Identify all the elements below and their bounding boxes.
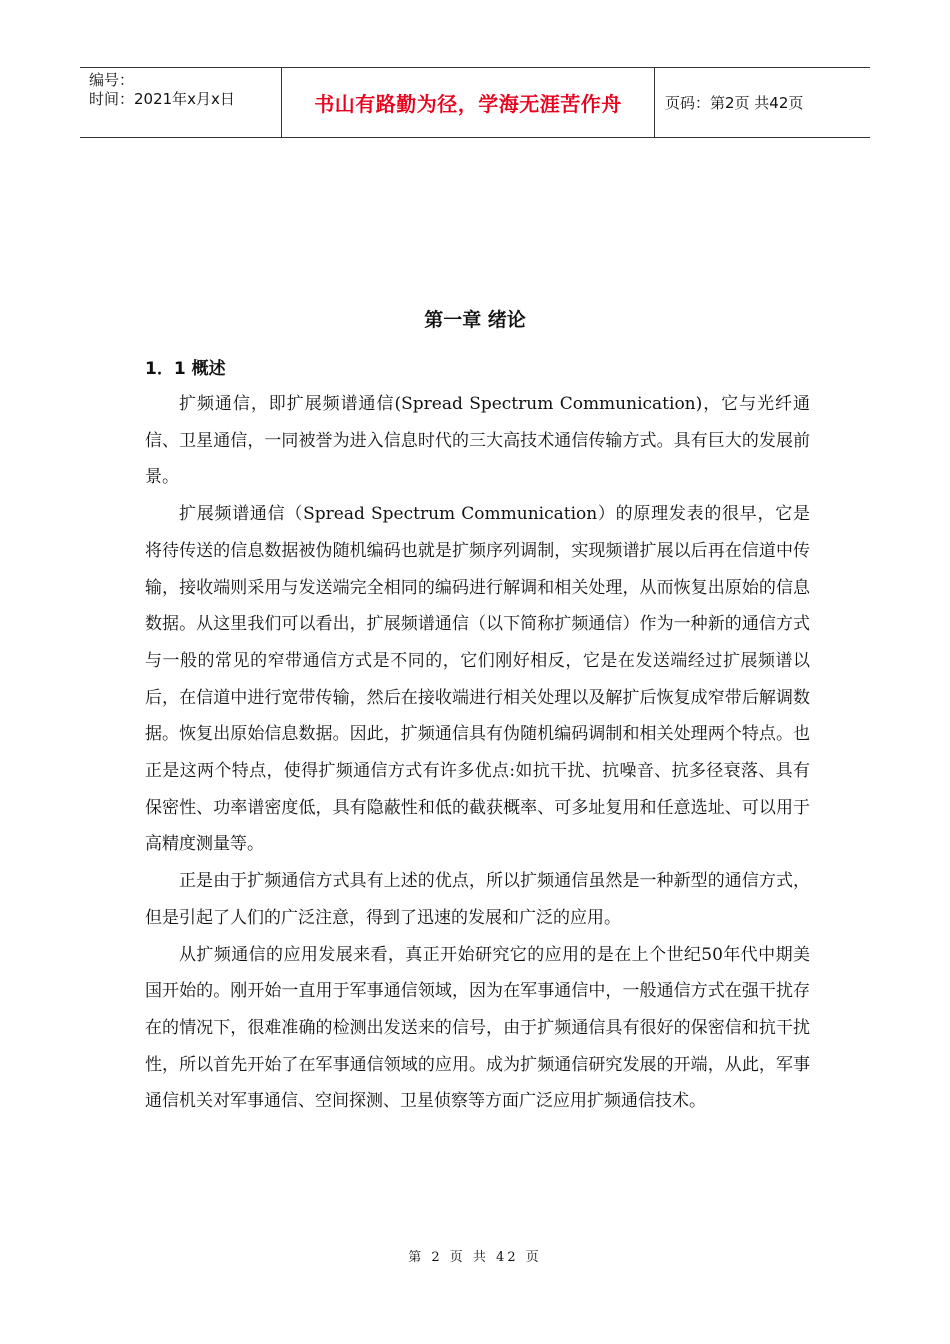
date-label: 时间：2021年x月x日 xyxy=(89,90,235,108)
header-motto-cell xyxy=(282,68,655,137)
paragraph: 从扩频通信的应用发展来看，真正开始研究它的应用的是在上个世纪50年代中期美国开始的。刚开始一直用于军事通信领域，因为在军事通信中，一般通信方式在强干扰存在的情况下，很难准确的检测出发送来的信号，由于扩频通信具有很好的保密信和抗干扰性，所以首先开始了在军事通信领域的应用。成为扩频通信研究发展的开端，从此，军事通信机关对军事通信、空间探测、卫星侦察等方面广泛应用扩频通信技术。 xyxy=(145,944,810,1112)
page-header xyxy=(80,67,870,138)
paragraph: 扩频通信，即扩展频谱通信(Spread Spectrum Communication)，它与光纤通信、卫星通信，一同被誉为进入信息时代的三大高技术通信传输方式。具有巨大的发展前景。 xyxy=(145,394,810,488)
paragraph: 正是由于扩频通信方式具有上述的优点，所以扩频通信虽然是一种新型的通信方式，但是引起了人们的广泛注意，得到了迅速的发展和广泛的应用。 xyxy=(145,871,810,928)
page-footer: 第 2 页 共 42 页 xyxy=(408,1250,542,1265)
section-heading: 1．1 概述 xyxy=(145,359,226,379)
paragraph: 扩展频谱通信（Spread Spectrum Communication）的原理发表的很早，它是将待传送的信息数据被伪随机编码也就是扩频序列调制，实现频谱扩展以后再在信道中传输，接收端则采用与发送端完全相同的编码进行解调和相关处理，从而恢复出原始的信息数据。从这里我们可以看出，扩展频谱通信（以下简称扩频通信）作为一种新的通信方式与一般的常见的窄带通信方式是不同的，它们刚好相反，它是在发送端经过扩展频谱以后，在信道中进行宽带传输，然后在接收端进行相关处理以及解扩后恢复成窄带后解调数据。恢复出原始信息数据。因此，扩频通信具有伪随机编码调制和相关处理两个特点。也正是这两个特点，使得扩频通信方式有许多优点:如抗干扰、抗噪音、抗多径衰落、具有保密性、功率谱密度低，具有隐蔽性和低的截获概率、可多址复用和任意选址、可以用于高精度测量等。 xyxy=(145,504,810,855)
main-content xyxy=(145,355,810,1120)
header-page-cell xyxy=(655,68,870,137)
chapter-title: 第一章 绪论 xyxy=(424,309,526,331)
header-left-cell xyxy=(80,68,282,137)
doc-number-label: 编号： xyxy=(89,71,135,89)
page-info: 页码：第2页 共42页 xyxy=(665,94,804,112)
motto-text: 书山有路勤为径，学海无涯苦作舟 xyxy=(314,92,622,116)
